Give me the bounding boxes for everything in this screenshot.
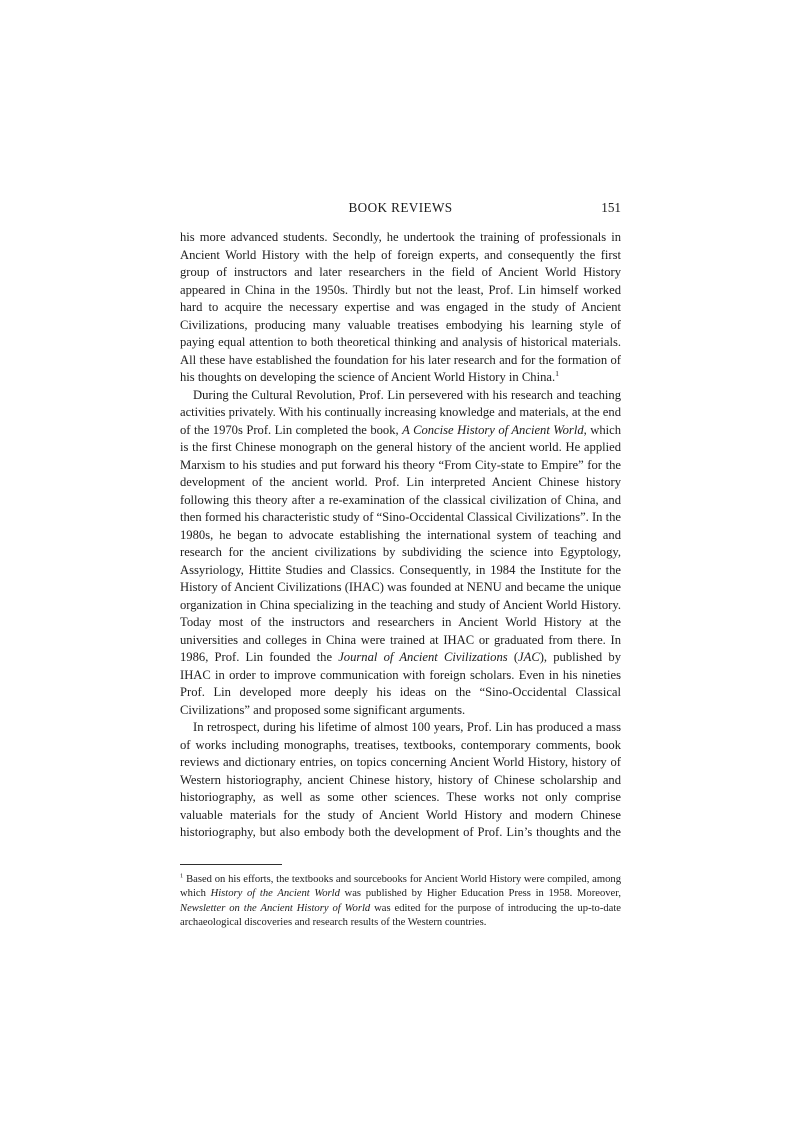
page-number: 151 — [601, 200, 621, 215]
paragraph: his more advanced students. Secondly, he undertook the training of professionals in Ancient World History with the help of foreign experts, and consequently the first group of instructors and later researchers in the field of Ancient World History appeared in China in the 1950s. Thirdly but not the least, Prof. Lin himself worked hard to acquire the necessary expertise and was engaged in the study of Ancient Civilizations, producing many valuable treatises embodying his learning style of paying equal attention to both theoretical thinking and analysis of historical materials. All these have established the foundation for his later research and for the formation of his thoughts on developing the science of Ancient World History in China.$^1$ — [180, 230, 621, 384]
page-title: BOOK REVIEWS — [348, 200, 453, 215]
paragraph: In retrospect, during his lifetime of almost 100 years, Prof. Lin has produced a mass of works including monographs, treatises, textbooks, contemporary comments, book reviews and dictionary entries, on topics concerning Ancient World History, history of Western historiography, ancient Chinese history, history of Chinese scholarship and historiography, as well as some other sciences. These works not only comprise valuable materials for the study of Ancient World History and modern Chinese historiography, but also embody both the development of Prof. Lin’s thoughts and the — [180, 720, 621, 839]
text-column — [180, 200, 621, 931]
body-text — [180, 229, 621, 842]
footnote-separator — [180, 864, 282, 865]
running-head — [180, 200, 621, 216]
footnote: $^1$ Based on his efforts, the textbooks and sourcebooks for Ancient World History were compiled, among which History of the Ancient World was published by Higher Education Press in 1958. Moreover, Newsletter on the Ancient History of World was edited for the purpose of introducing the up-to-date archaeological discoveries and research results of the Western countries. — [180, 871, 622, 928]
paragraph: During the Cultural Revolution, Prof. Lin persevered with his research and teaching activities privately. With his continually increasing knowledge and materials, at the end of the 1970s Prof. Lin completed the book, A Concise History of Ancient World, which is the first Chinese monograph on the general history of the ancient world. He applied Marxism to his studies and put forward his theory “From City-state to Empire” for the development of the ancient world. Prof. Lin interpreted Ancient Chinese history following this theory after a re-examination of the classical civilization of China, and then formed his characteristic study of “Sino-Occidental Classical Civilizations”. In the 1980s, he began to advocate establishing the international system of teaching and research for the ancient civilizations by subdividing the science into Egyptology, Assyriology, Hittite Studies and Classics. Consequently, in 1984 the Institute for the History of Ancient Civilizations (IHAC) was founded at NENU and became the unique organization in China specializing in the teaching and study of Ancient World History. Today most of the instructors and researchers in Ancient World History at the universities and colleges in China were trained at IHAC or graduated from there. In 1986, Prof. Lin founded the Journal of Ancient Civilizations (JAC), published by IHAC in order to improve communication with foreign scholars. Even in his nineties Prof. Lin developed more deeply his ideas on the “Sino-Occidental Classical Civilizations” and proposed some significant arguments. — [180, 387, 622, 717]
